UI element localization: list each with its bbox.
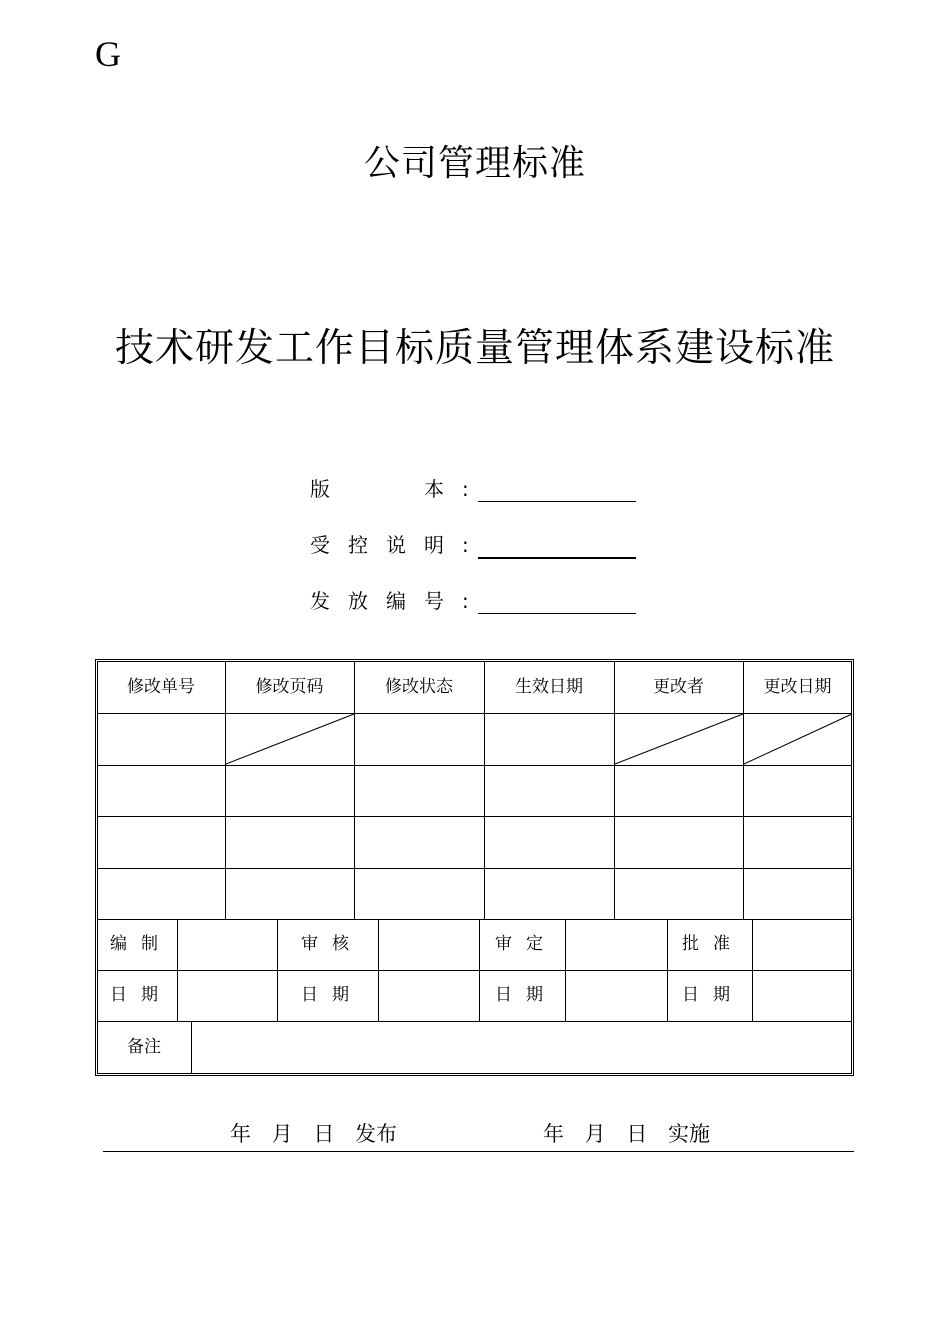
diagonal-line xyxy=(615,714,743,764)
label-review: 审核 xyxy=(301,934,363,954)
field-distribution-label: 发放编号 xyxy=(310,589,444,613)
publish-date: 年 月 日 发布 xyxy=(230,1122,398,1146)
field-distribution-colon: : xyxy=(462,589,469,613)
header-changed-by: 更改者 xyxy=(653,677,704,697)
label-date-examine: 日期 xyxy=(495,985,557,1005)
field-version-label: 版本 xyxy=(310,477,444,501)
label-remarks: 备注 xyxy=(127,1037,161,1057)
label-approve: 批准 xyxy=(682,934,744,954)
company-standard-title: 公司管理标准 xyxy=(363,143,586,184)
footer-rule xyxy=(103,1151,854,1152)
header-mark: G xyxy=(95,34,121,74)
document-title: 技术研发工作目标质量管理体系建设标准 xyxy=(114,326,835,371)
field-control-colon: : xyxy=(462,533,469,557)
label-date-compile: 日期 xyxy=(110,985,172,1005)
implement-date: 年 月 日 实施 xyxy=(543,1122,711,1146)
diagonal-line xyxy=(744,714,852,764)
header-revision-status: 修改状态 xyxy=(385,677,453,697)
diagonal-line xyxy=(226,714,354,764)
field-version-colon: : xyxy=(462,477,469,501)
label-examine: 审定 xyxy=(495,934,557,954)
label-date-review: 日期 xyxy=(301,985,363,1005)
header-revision-page: 修改页码 xyxy=(255,677,324,697)
header-effective-date: 生效日期 xyxy=(515,677,583,697)
label-date-approve: 日期 xyxy=(682,985,744,1005)
label-compile: 编制 xyxy=(110,934,172,954)
header-change-date: 更改日期 xyxy=(763,677,832,697)
field-control-label: 受控说明 xyxy=(310,533,444,557)
header-revision-number: 修改单号 xyxy=(127,677,195,697)
